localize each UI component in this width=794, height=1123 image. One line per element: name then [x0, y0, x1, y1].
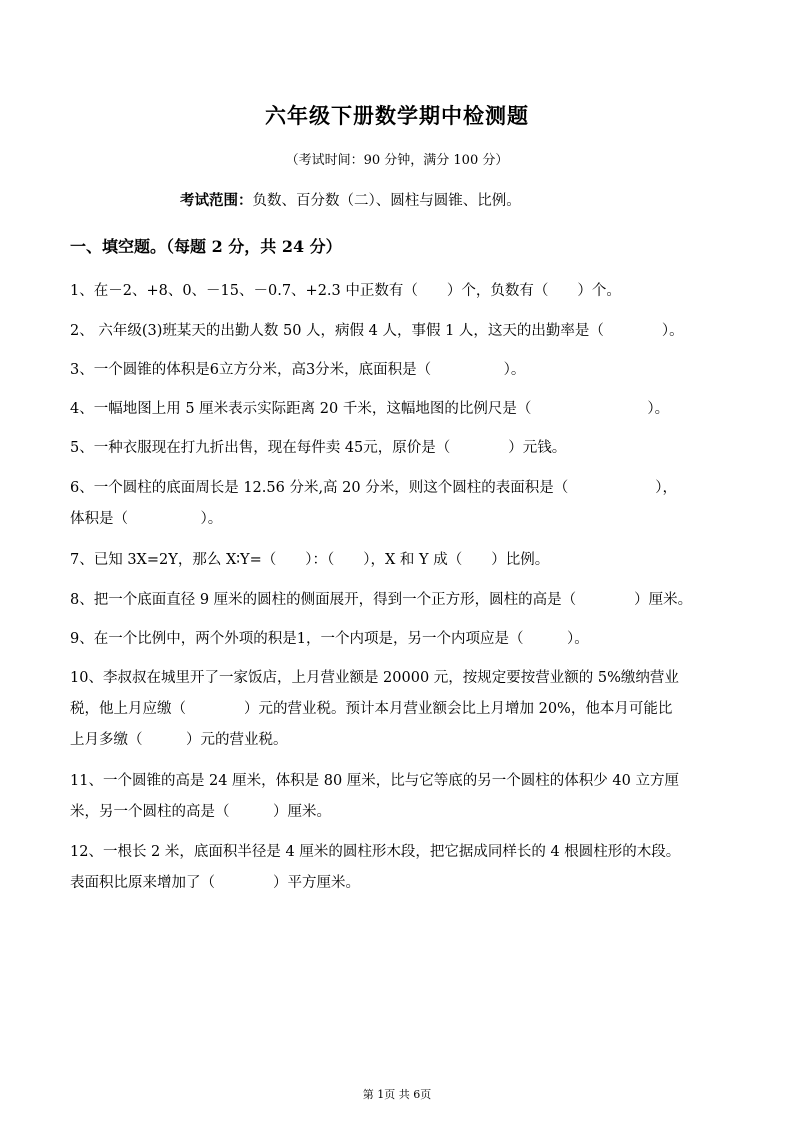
exam-scope: [180, 189, 521, 210]
exam-scope-text: 负数、百分数（二）、圆柱与圆锥、比例。: [252, 193, 521, 209]
question-line: 8、把一个底面直径 9 厘米的圆柱的侧面展开，得到一个正方形，圆柱的高是（ ）厘米。: [70, 592, 693, 608]
question-line: 表面积比原来增加了（ ）平方厘米。: [70, 875, 360, 891]
question-line: 9、在一个比例中，两个外项的积是1，一个内项是，另一个内项应是（ ）。: [70, 631, 589, 647]
question-line: 4、一幅地图上用 5 厘米表示实际距离 20 千米，这幅地图的比例尺是（ ）。: [70, 401, 670, 417]
question-4: [70, 394, 730, 425]
question-line: 12、一根长 2 米，底面积半径是 4 厘米的圆柱形木段，把它据成同样长的 4 根圆柱形的木段。: [70, 844, 681, 860]
question-12: [70, 837, 730, 899]
question-line: 上月多缴（ ）元的营业税。: [70, 732, 288, 748]
question-8: [70, 585, 730, 616]
question-line: 2、 六年级(3)班某天的出勤人数 50 人，病假 4 人，事假 1 人，这天的出勤率是（ ）。: [70, 323, 684, 339]
question-line: 1、在－2、+8、0、－15、－0.7、+2.3 中正数有（ ）个，负数有（ ）个。: [70, 283, 621, 299]
question-line: 5、一种衣服现在打九折出售，现在每件卖 45元，原价是（ ）元钱。: [70, 440, 567, 456]
question-5: [70, 433, 730, 464]
page-title: 六年级下册数学期中检测题: [265, 103, 529, 128]
question-line: 6、一个圆柱的底面周长是 12.56 分米,高 20 分米，则这个圆柱的表面积是（ ），: [70, 480, 677, 496]
question-10: [70, 663, 730, 756]
question-9: [70, 624, 730, 655]
question-line: 11、一个圆锥的高是 24 厘米，体积是 80 厘米，比与它等底的另一个圆柱的体积少 40 立方厘: [70, 773, 679, 789]
question-3: [70, 355, 730, 386]
question-2: [70, 316, 730, 347]
question-11: [70, 766, 730, 828]
question-line: 10、李叔叔在城里开了一家饭店，上月营业额是 20000 元，按规定要按营业额的 5%缴纳营业: [70, 670, 679, 686]
question-line: 3、一个圆锥的体积是6立方分米，高3分米，底面积是（ ）。: [70, 362, 526, 378]
question-line: 税，他上月应缴（ ）元的营业税。预计本月营业额会比上月增加 20%，他本月可能比: [70, 701, 673, 717]
question-line: 体积是（ ）。: [70, 511, 223, 527]
exam-scope-label: 考试范围：: [180, 192, 253, 209]
exam-info: （考试时间：90 分钟，满分 100 分）: [285, 153, 509, 168]
question-6: [70, 473, 730, 535]
page-footer: 第 1页 共 6页: [362, 1088, 432, 1101]
question-line: 米，另一个圆柱的高是（ ）厘米。: [70, 804, 331, 820]
section-title: 一、填空题。（每题 2 分，共 24 分）: [70, 237, 342, 256]
question-7: [70, 545, 730, 576]
question-line: 7、已知 3X=2Y，那么 X∶Y=（ ）：（ ），X 和 Y 成（ ）比例。: [70, 552, 550, 568]
question-1: [70, 276, 730, 307]
